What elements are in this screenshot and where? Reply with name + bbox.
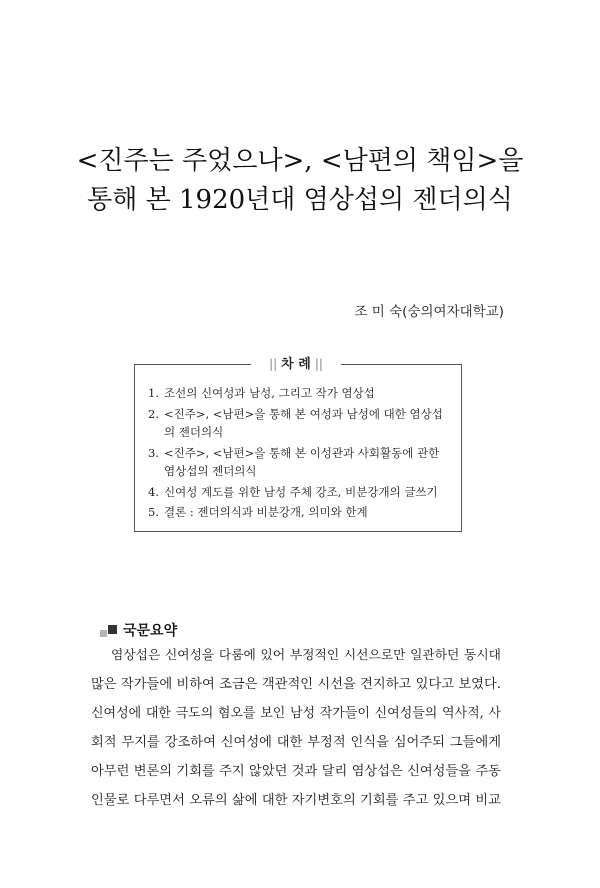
abstract-line: 인물로 다루면서 오류의 삶에 대한 자기변호의 기회를 주고 있으며 비교 [91, 793, 501, 808]
toc-item [148, 384, 453, 403]
author-affiliation: 조 미 숙(숭의여자대학교) [354, 304, 504, 320]
paper-title [60, 142, 540, 220]
toc-list [148, 384, 453, 524]
abstract-heading [100, 620, 177, 640]
toc-heading-bar-right: || [314, 357, 323, 371]
heading-square-light-icon [100, 630, 107, 637]
toc-item-number: 1. [148, 386, 159, 400]
abstract-line: 회적 무지를 강조하여 신여성에 대한 부정적 인식을 심어주되 그들에게 [91, 735, 501, 750]
toc-item-continuation: 염상섭의 젠더의식 [164, 464, 257, 478]
toc-item [148, 503, 453, 522]
toc-item [148, 444, 453, 481]
toc-item-text: <진주>, <남편>을 통해 본 여성과 남성에 대한 염상섭 [164, 406, 443, 421]
abstract-line: 염상섭은 신여성을 다룸에 있어 부정적인 시선으로만 일관하던 동시대 [111, 648, 501, 663]
abstract-heading-text: 국문요약 [123, 623, 178, 639]
toc-item-number: 2. [148, 406, 159, 421]
abstract-line: 신여성에 대한 극도의 혐오를 보인 남성 작가들이 신여성들의 역사적, 사 [91, 706, 501, 721]
title-line-1: <진주는 주었으나>, <남편의 책임>을 [76, 146, 524, 176]
toc-heading [251, 354, 341, 375]
toc-item-text: 조선의 신여성과 남성, 그리고 작가 염상섭 [164, 386, 375, 400]
toc-item-continuation: 의 젠더의식 [164, 425, 224, 439]
toc-heading-text: 차 례 [281, 357, 311, 372]
abstract-body [91, 641, 501, 815]
toc-item-number: 4. [148, 484, 159, 499]
toc-item-number: 5. [148, 505, 159, 519]
toc-item-text: <진주>, <남편>을 통해 본 이성관과 사회활동에 관한 [164, 445, 440, 460]
toc-item [148, 483, 453, 502]
toc-item-text: 신여성 계도를 위한 남성 주체 강조, 비분강개의 글쓰기 [164, 484, 438, 499]
toc-item-number: 3. [148, 445, 159, 460]
title-line-2: 통해 본 1920년대 염상섭의 젠더의식 [87, 185, 513, 215]
toc-heading-bar-left: || [269, 357, 278, 371]
abstract-line: 많은 작가들에 비하여 조금은 객관적인 시선을 견지하고 있다고 보였다. [91, 677, 501, 692]
abstract-line: 아무런 변론의 기회를 주지 않았던 것과 달리 염상섭은 신여성들을 주동 [91, 764, 501, 779]
toc-item [148, 405, 453, 442]
toc-item-text: 결론 : 젠더의식과 비분강개, 의미와 한계 [164, 505, 368, 519]
heading-square-dark-icon [108, 625, 117, 634]
